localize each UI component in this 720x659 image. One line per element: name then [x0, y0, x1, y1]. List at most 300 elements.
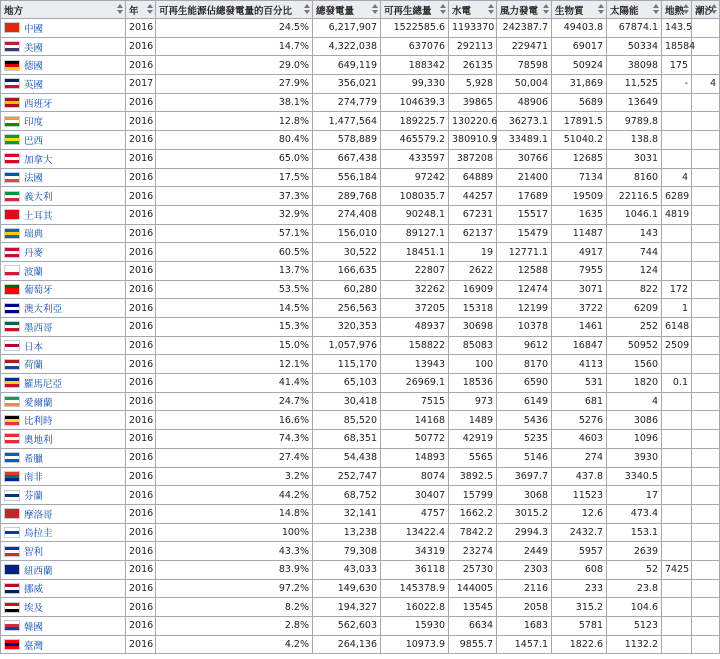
value-cell: 6,217,907 — [313, 19, 381, 38]
country-cell — [1, 467, 126, 486]
country-cell — [1, 112, 126, 131]
country-link[interactable]: 南非 — [24, 472, 44, 484]
value-cell: 11487 — [552, 224, 607, 243]
value-cell: 13943 — [381, 355, 449, 374]
value-cell — [662, 579, 692, 598]
year-cell: 2016 — [126, 523, 156, 542]
value-cell — [662, 261, 692, 280]
value-cell: 3031 — [607, 149, 662, 168]
country-link[interactable]: 墨西哥 — [24, 322, 53, 334]
country-link[interactable]: 韓國 — [24, 621, 44, 633]
column-header-2[interactable] — [156, 1, 313, 19]
table-row — [1, 560, 720, 579]
value-cell: 3015.2 — [497, 504, 552, 523]
value-cell: 19 — [449, 243, 497, 262]
value-cell: 4819 — [662, 205, 692, 224]
sort-arrows-icon[interactable] — [147, 4, 153, 14]
value-cell: 292113 — [449, 37, 497, 56]
value-cell — [692, 131, 720, 150]
value-cell: 50952 — [607, 336, 662, 355]
country-link[interactable]: 愛爾蘭 — [24, 397, 53, 409]
value-cell: 149,630 — [313, 579, 381, 598]
value-cell: 5781 — [552, 617, 607, 636]
value-cell: 649,119 — [313, 56, 381, 75]
country-link[interactable]: 希臘 — [24, 453, 44, 465]
flag-new-zealand-icon — [4, 564, 20, 575]
value-cell — [692, 243, 720, 262]
value-cell: 1662.2 — [449, 504, 497, 523]
value-cell: 1820 — [607, 374, 662, 393]
value-cell: 32.9% — [156, 205, 313, 224]
value-cell: 85,520 — [313, 411, 381, 430]
value-cell — [692, 579, 720, 598]
flag-india-icon — [4, 116, 20, 127]
value-cell: 12588 — [497, 261, 552, 280]
value-cell: 9855.7 — [449, 635, 497, 654]
country-cell — [1, 224, 126, 243]
country-cell — [1, 579, 126, 598]
value-cell: 30407 — [381, 486, 449, 505]
table-row — [1, 486, 720, 505]
flag-usa-icon — [4, 41, 20, 52]
country-link[interactable]: 澳大利亞 — [24, 304, 63, 316]
country-link[interactable]: 埃及 — [24, 603, 44, 615]
year-cell: 2016 — [126, 37, 156, 56]
value-cell: 99,330 — [381, 75, 449, 94]
country-link[interactable]: 芬蘭 — [24, 491, 44, 503]
value-cell: 39865 — [449, 93, 497, 112]
value-cell: 14.5% — [156, 299, 313, 318]
value-cell: 22116.5 — [607, 187, 662, 206]
year-cell: 2016 — [126, 187, 156, 206]
value-cell: 189225.7 — [381, 112, 449, 131]
value-cell: 562,603 — [313, 617, 381, 636]
value-cell — [692, 411, 720, 430]
year-cell: 2016 — [126, 392, 156, 411]
value-cell: 69017 — [552, 37, 607, 56]
value-cell: 16.6% — [156, 411, 313, 430]
value-cell: 7134 — [552, 168, 607, 187]
value-cell: 16909 — [449, 280, 497, 299]
column-header-3[interactable] — [313, 1, 381, 19]
value-cell — [662, 486, 692, 505]
value-cell — [662, 617, 692, 636]
value-cell — [692, 205, 720, 224]
sort-arrows-icon[interactable] — [683, 4, 689, 14]
value-cell — [692, 56, 720, 75]
value-cell: 44.2% — [156, 486, 313, 505]
value-cell: 252,747 — [313, 467, 381, 486]
value-cell: 23.8 — [607, 579, 662, 598]
country-link[interactable]: 美國 — [24, 42, 44, 54]
value-cell: 130220.6 — [449, 112, 497, 131]
column-header-1[interactable] — [126, 1, 156, 19]
year-cell: 2017 — [126, 75, 156, 94]
value-cell: 3068 — [497, 486, 552, 505]
value-cell: 437.8 — [552, 467, 607, 486]
country-link[interactable]: 奧地利 — [24, 434, 53, 446]
value-cell: 13422.4 — [381, 523, 449, 542]
table-row — [1, 224, 720, 243]
table-body — [1, 19, 720, 654]
value-cell: 6289 — [662, 187, 692, 206]
value-cell: 274 — [552, 448, 607, 467]
value-cell — [692, 280, 720, 299]
value-cell: 22807 — [381, 261, 449, 280]
value-cell: 1683 — [497, 617, 552, 636]
country-cell — [1, 75, 126, 94]
value-cell: 465579.2 — [381, 131, 449, 150]
value-cell: 1489 — [449, 411, 497, 430]
flag-australia-icon — [4, 303, 20, 314]
column-header-8[interactable] — [607, 1, 662, 19]
value-cell: 274,779 — [313, 93, 381, 112]
year-cell: 2016 — [126, 560, 156, 579]
value-cell: 320,353 — [313, 318, 381, 337]
value-cell: 13.7% — [156, 261, 313, 280]
value-cell: 12685 — [552, 149, 607, 168]
value-cell: 85083 — [449, 336, 497, 355]
country-link[interactable]: 烏拉圭 — [24, 528, 53, 540]
flag-south-africa-icon — [4, 471, 20, 482]
year-cell: 2016 — [126, 93, 156, 112]
sort-arrows-icon[interactable] — [711, 4, 717, 14]
value-cell: 5123 — [607, 617, 662, 636]
year-cell: 2016 — [126, 280, 156, 299]
country-link[interactable]: 智利 — [24, 547, 44, 559]
sort-arrows-icon[interactable] — [543, 4, 549, 14]
country-link[interactable]: 中國 — [24, 23, 44, 35]
country-cell — [1, 56, 126, 75]
column-header-label: 太陽能 — [610, 5, 639, 17]
country-link[interactable]: 荷蘭 — [24, 360, 44, 372]
value-cell: 18584 — [662, 37, 692, 56]
flag-taiwan-icon — [4, 639, 20, 650]
table-row — [1, 112, 720, 131]
value-cell: 578,889 — [313, 131, 381, 150]
country-cell — [1, 149, 126, 168]
value-cell: 229471 — [497, 37, 552, 56]
value-cell: 17 — [607, 486, 662, 505]
value-cell: 12.6 — [552, 504, 607, 523]
value-cell — [662, 504, 692, 523]
value-cell: 4 — [662, 168, 692, 187]
value-cell: 5276 — [552, 411, 607, 430]
column-header-label: 潮汐 — [695, 5, 715, 17]
value-cell: 43,033 — [313, 560, 381, 579]
value-cell: 104.6 — [607, 598, 662, 617]
value-cell: 3697.7 — [497, 467, 552, 486]
value-cell: 48937 — [381, 318, 449, 337]
country-cell — [1, 280, 126, 299]
country-link[interactable]: 比利時 — [24, 416, 53, 428]
value-cell — [692, 336, 720, 355]
flag-canada-icon — [4, 153, 20, 164]
value-cell: 23274 — [449, 542, 497, 561]
column-header-label: 地熱 — [665, 5, 685, 17]
year-cell: 2016 — [126, 542, 156, 561]
sort-arrows-icon[interactable] — [372, 4, 378, 14]
value-cell: 16847 — [552, 336, 607, 355]
country-link[interactable]: 德國 — [24, 61, 44, 73]
value-cell: 175 — [662, 56, 692, 75]
value-cell — [692, 467, 720, 486]
value-cell: 97.2% — [156, 579, 313, 598]
value-cell: 18451.1 — [381, 243, 449, 262]
value-cell: 3086 — [607, 411, 662, 430]
value-cell: 12771.1 — [497, 243, 552, 262]
column-header-5[interactable] — [449, 1, 497, 19]
value-cell: 608 — [552, 560, 607, 579]
value-cell: 14.7% — [156, 37, 313, 56]
flag-poland-icon — [4, 265, 20, 276]
column-header-label: 生物質 — [555, 5, 584, 17]
value-cell — [662, 149, 692, 168]
value-cell: 380910.9 — [449, 131, 497, 150]
country-cell — [1, 19, 126, 38]
value-cell: 8170 — [497, 355, 552, 374]
country-cell — [1, 523, 126, 542]
year-cell: 2016 — [126, 504, 156, 523]
country-cell — [1, 131, 126, 150]
value-cell: 15318 — [449, 299, 497, 318]
flag-austria-icon — [4, 433, 20, 444]
value-cell: 2432.7 — [552, 523, 607, 542]
value-cell: 53.5% — [156, 280, 313, 299]
column-header-label: 年 — [129, 5, 139, 17]
country-link[interactable]: 日本 — [24, 341, 44, 353]
value-cell — [692, 187, 720, 206]
value-cell: 2058 — [497, 598, 552, 617]
value-cell: 15799 — [449, 486, 497, 505]
year-cell: 2016 — [126, 149, 156, 168]
country-link[interactable]: 葡萄牙 — [24, 285, 53, 297]
value-cell: 79,308 — [313, 542, 381, 561]
value-cell: 26969.1 — [381, 374, 449, 393]
column-header-4[interactable] — [381, 1, 449, 19]
table-row — [1, 56, 720, 75]
flag-mexico-icon — [4, 321, 20, 332]
year-cell: 2016 — [126, 617, 156, 636]
value-cell — [692, 486, 720, 505]
table-row — [1, 392, 720, 411]
value-cell: 1 — [662, 299, 692, 318]
value-cell — [662, 448, 692, 467]
year-cell: 2016 — [126, 486, 156, 505]
flag-portugal-icon — [4, 284, 20, 295]
value-cell: 145378.9 — [381, 579, 449, 598]
value-cell — [692, 430, 720, 449]
sort-arrows-icon[interactable] — [117, 4, 123, 14]
column-header-6[interactable] — [497, 1, 552, 19]
flag-italy-icon — [4, 191, 20, 202]
country-link[interactable]: 波蘭 — [24, 266, 44, 278]
year-cell: 2016 — [126, 336, 156, 355]
column-header-7[interactable] — [552, 1, 607, 19]
value-cell: 15517 — [497, 205, 552, 224]
flag-uruguay-icon — [4, 527, 20, 538]
table-row — [1, 374, 720, 393]
value-cell: 65.0% — [156, 149, 313, 168]
table-row — [1, 579, 720, 598]
country-cell — [1, 486, 126, 505]
table-row — [1, 280, 720, 299]
country-link[interactable]: 英國 — [24, 79, 44, 91]
value-cell: 233 — [552, 579, 607, 598]
value-cell: 7425 — [662, 560, 692, 579]
country-cell — [1, 504, 126, 523]
value-cell: 50772 — [381, 430, 449, 449]
value-cell: 194,327 — [313, 598, 381, 617]
country-link[interactable]: 挪威 — [24, 584, 44, 596]
flag-sweden-icon — [4, 228, 20, 239]
value-cell: 4603 — [552, 430, 607, 449]
country-link[interactable]: 臺灣 — [24, 640, 44, 652]
value-cell: 4 — [607, 392, 662, 411]
flag-france-icon — [4, 172, 20, 183]
year-cell: 2016 — [126, 374, 156, 393]
flag-norway-icon — [4, 583, 20, 594]
country-link[interactable]: 丹麥 — [24, 248, 44, 260]
country-link[interactable]: 摩洛哥 — [24, 509, 53, 521]
sort-arrows-icon[interactable] — [440, 4, 446, 14]
country-link[interactable]: 印度 — [24, 117, 44, 129]
value-cell: 17689 — [497, 187, 552, 206]
value-cell: 32262 — [381, 280, 449, 299]
value-cell — [692, 299, 720, 318]
value-cell: 89127.1 — [381, 224, 449, 243]
country-link[interactable]: 西班牙 — [24, 98, 53, 110]
value-cell: 124 — [607, 261, 662, 280]
value-cell: 17891.5 — [552, 112, 607, 131]
value-cell — [692, 542, 720, 561]
value-cell — [662, 411, 692, 430]
country-link[interactable]: 瑞典 — [24, 229, 44, 241]
column-header-label: 風力發電 — [500, 5, 539, 17]
flag-ireland-icon — [4, 396, 20, 407]
value-cell — [692, 598, 720, 617]
value-cell: 74.3% — [156, 430, 313, 449]
table-row — [1, 411, 720, 430]
value-cell: 1193370 — [449, 19, 497, 38]
value-cell: 1461 — [552, 318, 607, 337]
value-cell — [692, 635, 720, 654]
value-cell: 15479 — [497, 224, 552, 243]
value-cell: 33489.1 — [497, 131, 552, 150]
value-cell: 289,768 — [313, 187, 381, 206]
sort-arrows-icon[interactable] — [653, 4, 659, 14]
value-cell — [692, 523, 720, 542]
column-header-0[interactable] — [1, 1, 126, 19]
value-cell: 822 — [607, 280, 662, 299]
sort-arrows-icon[interactable] — [488, 4, 494, 14]
value-cell — [692, 374, 720, 393]
country-cell — [1, 560, 126, 579]
column-header-label: 可再生總量 — [384, 5, 432, 17]
value-cell: 256,563 — [313, 299, 381, 318]
flag-south-korea-icon — [4, 620, 20, 631]
country-link[interactable]: 巴西 — [24, 135, 44, 147]
country-link[interactable]: 紐西蘭 — [24, 565, 53, 577]
value-cell: 67874.1 — [607, 19, 662, 38]
year-cell: 2016 — [126, 467, 156, 486]
value-cell: 12474 — [497, 280, 552, 299]
value-cell: 32,141 — [313, 504, 381, 523]
value-cell: 7515 — [381, 392, 449, 411]
country-link[interactable]: 義大利 — [24, 192, 53, 204]
table-row — [1, 355, 720, 374]
value-cell: 138.8 — [607, 131, 662, 150]
value-cell: 21400 — [497, 168, 552, 187]
value-cell: 5,928 — [449, 75, 497, 94]
value-cell: 5146 — [497, 448, 552, 467]
column-header-10[interactable] — [692, 1, 720, 19]
country-cell — [1, 318, 126, 337]
country-link[interactable]: 土耳其 — [24, 210, 53, 222]
year-cell: 2016 — [126, 430, 156, 449]
flag-denmark-icon — [4, 247, 20, 258]
value-cell: 4757 — [381, 504, 449, 523]
value-cell: 54,438 — [313, 448, 381, 467]
value-cell: 62137 — [449, 224, 497, 243]
value-cell: 252 — [607, 318, 662, 337]
value-cell: 11523 — [552, 486, 607, 505]
value-cell: 43.3% — [156, 542, 313, 561]
country-link[interactable]: 法國 — [24, 173, 44, 185]
value-cell: 60.5% — [156, 243, 313, 262]
value-cell: - — [662, 75, 692, 94]
value-cell — [692, 19, 720, 38]
value-cell: 1,057,976 — [313, 336, 381, 355]
flag-germany-icon — [4, 60, 20, 71]
column-header-9[interactable] — [662, 1, 692, 19]
value-cell: 5436 — [497, 411, 552, 430]
sort-arrows-icon[interactable] — [598, 4, 604, 14]
year-cell: 2016 — [126, 205, 156, 224]
country-link[interactable]: 加拿大 — [24, 154, 53, 166]
year-cell: 2016 — [126, 579, 156, 598]
flag-china-icon — [4, 22, 20, 33]
value-cell — [662, 243, 692, 262]
value-cell: 24.5% — [156, 19, 313, 38]
table-row — [1, 336, 720, 355]
flag-netherlands-icon — [4, 359, 20, 370]
value-cell: 48906 — [497, 93, 552, 112]
value-cell: 144005 — [449, 579, 497, 598]
value-cell: 1560 — [607, 355, 662, 374]
country-cell — [1, 392, 126, 411]
value-cell: 13545 — [449, 598, 497, 617]
flag-romania-icon — [4, 377, 20, 388]
value-cell: 1046.1 — [607, 205, 662, 224]
value-cell — [662, 355, 692, 374]
column-header-label: 水電 — [452, 5, 472, 17]
value-cell: 36273.1 — [497, 112, 552, 131]
table-row — [1, 430, 720, 449]
country-link[interactable]: 羅馬尼亞 — [24, 378, 63, 390]
table-row — [1, 318, 720, 337]
value-cell: 3722 — [552, 299, 607, 318]
value-cell: 5565 — [449, 448, 497, 467]
sort-arrows-icon[interactable] — [304, 4, 310, 14]
value-cell: 4.2% — [156, 635, 313, 654]
value-cell: 10378 — [497, 318, 552, 337]
value-cell: 3.2% — [156, 467, 313, 486]
value-cell: 5689 — [552, 93, 607, 112]
value-cell — [692, 168, 720, 187]
value-cell — [662, 224, 692, 243]
table-row — [1, 261, 720, 280]
